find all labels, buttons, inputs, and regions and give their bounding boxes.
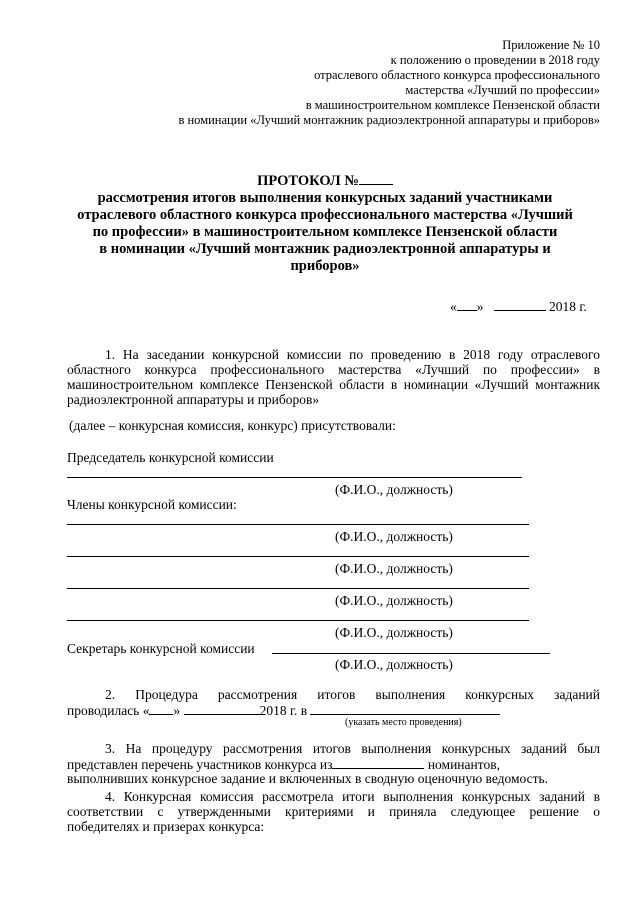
paragraph-4-line-3: победителях и призерах конкурса:: [67, 819, 265, 834]
secretary-label: Секретарь конкурсной комиссии: [67, 641, 255, 656]
member-fio-caption: (Ф.И.О., должность): [335, 593, 453, 608]
paragraph-2-line-1: 2. Процедура рассмотрения итогов выполнения конкурсных заданий: [105, 687, 600, 702]
nominees-count-blank: [332, 756, 424, 769]
day-blank: [457, 298, 477, 311]
paragraph-4-line-2: соответствии с утвержденными критериями и приняла следующее решение о: [67, 804, 600, 819]
chair-signature-line: [67, 477, 522, 478]
member-fio-caption: (Ф.И.О., должность): [335, 529, 453, 544]
paragraph-2-line-2: проводилась « » 2018 г. в: [67, 702, 500, 719]
place-caption: (указать место проведения): [345, 717, 462, 728]
month-blank: [184, 702, 260, 715]
member-fio-caption: (Ф.И.О., должность): [335, 561, 453, 576]
header-line: к положению о проведении в 2018 году: [390, 53, 600, 67]
member-fio-caption: (Ф.И.О., должность): [335, 625, 453, 640]
month-blank: [494, 298, 546, 311]
chair-label: Председатель конкурсной комиссии: [67, 450, 274, 465]
title-line: рассмотрения итогов выполнения конкурсных заданий участниками: [97, 190, 553, 206]
day-blank: [149, 702, 173, 715]
header-line: мастерства «Лучший по профессии»: [405, 83, 600, 97]
title-line: по профессии» в машиностроительном комплексе Пензенской области: [92, 224, 558, 240]
header-line: в машиностроительном комплексе Пензенской области: [305, 98, 600, 112]
date-year: 2018 г.: [549, 299, 587, 314]
place-blank: [310, 702, 500, 715]
protocol-label: ПРОТОКОЛ №: [257, 173, 359, 189]
document-title: [55, 172, 595, 275]
title-line: отраслевого областного конкурса профессионального мастерства «Лучший: [77, 207, 573, 223]
paragraph-1-text: 1. На заседании конкурсной комиссии по проведению в 2018 году отраслевого областного конкурса профессионального мастерства «Лучший по профессии» в машиностроительном комплексе Пензенской области в номинации «Лучший монтажник радиоэлектронной аппаратуры и приборов»: [67, 347, 600, 407]
secretary-signature-line: [272, 653, 550, 654]
member-line: [67, 524, 529, 525]
members-label: Члены конкурсной комиссии:: [67, 497, 237, 512]
secretary-fio-caption: (Ф.И.О., должность): [335, 657, 453, 672]
present-text: (далее – конкурсная комиссия, конкурс) присутствовали:: [69, 418, 396, 433]
date-quote-open: «: [450, 299, 457, 314]
appendix-header: [178, 38, 600, 128]
paragraph-3-line-1: 3. На процедуру рассмотрения итогов выполнения конкурсных заданий был: [105, 741, 600, 756]
header-line: Приложение № 10: [502, 38, 600, 52]
date-quote-close: »: [476, 299, 484, 314]
paragraph-3-line-3: выполнивших конкурсное задание и включенных в сводную оценочную ведомость.: [67, 771, 549, 786]
header-line: в номинации «Лучший монтажник радиоэлектронной аппаратуры и приборов»: [178, 113, 600, 127]
title-line: в номинации «Лучший монтажник радиоэлектронной аппаратуры и: [99, 241, 551, 257]
date-line: [450, 298, 587, 315]
member-line: [67, 556, 529, 557]
protocol-heading: [55, 172, 595, 190]
chair-fio-caption: (Ф.И.О., должность): [335, 482, 453, 497]
member-line: [67, 620, 529, 621]
paragraph-1: [67, 347, 600, 407]
member-line: [67, 588, 529, 589]
title-line: приборов»: [290, 258, 360, 274]
paragraph-4-line-1: 4. Конкурсная комиссия рассмотрела итоги выполнения конкурсных заданий в: [105, 789, 600, 804]
paragraph-3-line-2: представлен перечень участников конкурса из номинантов,: [67, 757, 500, 772]
header-line: отраслевого областного конкурса профессионального: [314, 68, 600, 82]
protocol-number-blank: [359, 172, 393, 185]
